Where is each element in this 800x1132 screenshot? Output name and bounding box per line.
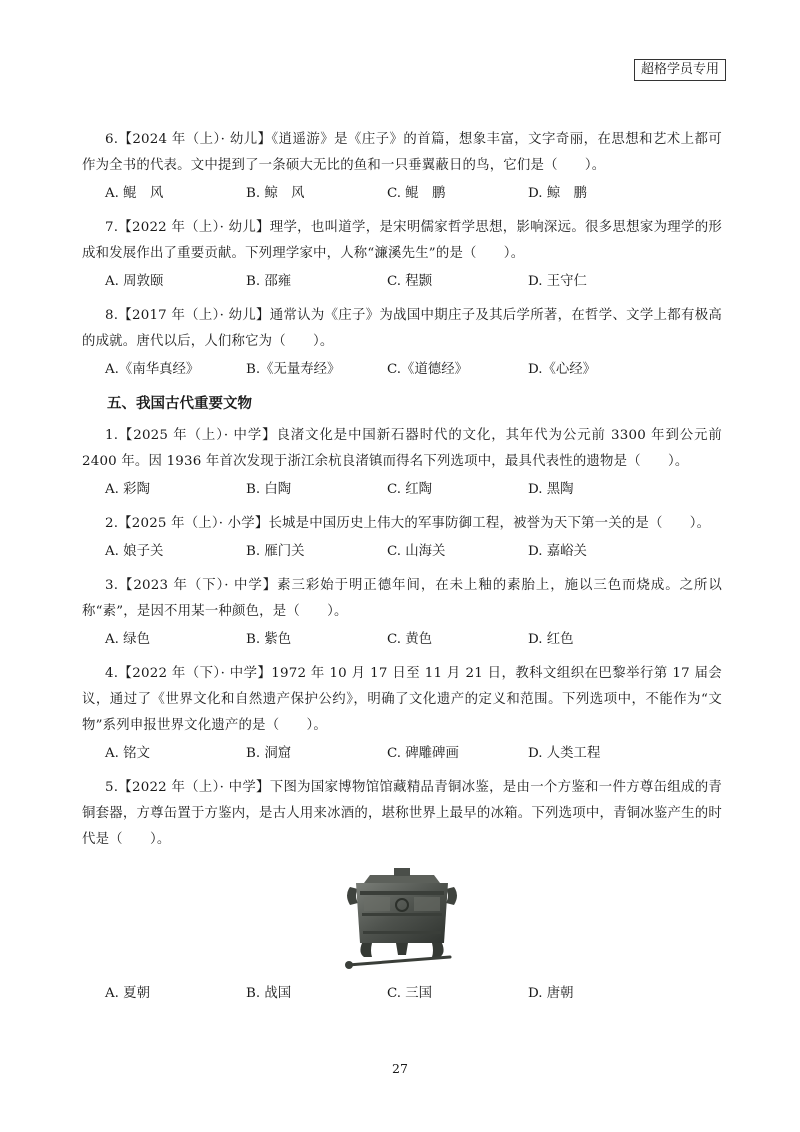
question-5-5: 5.【2022 年（上）· 中学】下图为国家博物馆馆藏精品青铜冰鉴，是由一个方鉴和一件方尊缶组成的青铜套器，方尊缶置于方鉴内，是古人用来冰酒的，堪称世界上最早的冰箱。下列选项中，青铜冰鉴产生的时代是（ ）。	[82, 780, 722, 847]
question-5-3: 3.【2023 年（下）· 中学】素三彩始于明正德年间，在未上釉的素胎上，施以三色而烧成。之所以称“素”，是因不用某一种颜色，是（ ）。	[82, 578, 722, 619]
page-number: 27	[392, 1061, 408, 1076]
options-q8	[105, 357, 722, 383]
option-a: A. 娘子关	[105, 544, 164, 559]
options-q6	[105, 181, 722, 207]
question-5-2: 2.【2025 年（上）· 小学】长城是中国历史上伟大的军事防御工程，被誉为天下第一关的是（ ）。	[105, 516, 711, 531]
question-6: 6.【2024 年（上）· 幼儿】《逍遥游》是《庄子》的首篇，想象丰富，文字奇丽，在思想和艺术上都可作为全书的代表。文中提到了一条硕大无比的鱼和一只垂翼蔽日的鸟，它们是（ ）。	[82, 132, 722, 173]
options-5-2	[105, 539, 722, 565]
option-c: C. 程颢	[387, 274, 433, 289]
section-title: 五、我国古代重要文物	[107, 395, 252, 412]
option-b: B. 洞窟	[246, 746, 292, 761]
option-c: C. 三国	[387, 986, 433, 1001]
option-d: D. 红色	[528, 632, 574, 647]
option-d: D. 王守仁	[528, 274, 587, 289]
option-d: D.《心经》	[528, 362, 597, 377]
bronze-ice-box-image	[340, 865, 464, 973]
option-c: C.《道德经》	[387, 362, 468, 377]
bronze-ice-box-figure	[82, 865, 722, 973]
header-badge: 超格学员专用	[634, 59, 726, 81]
page-content	[82, 127, 722, 1015]
option-b: B. 白陶	[246, 482, 292, 497]
option-a: A. 鲲 风	[105, 186, 164, 201]
option-a: A.《南华真经》	[105, 362, 200, 377]
options-5-5	[105, 981, 722, 1007]
options-5-3	[105, 627, 722, 653]
option-b: B. 鲸 风	[246, 186, 305, 201]
option-d: D. 人类工程	[528, 746, 601, 761]
option-a: A. 周敦颐	[105, 274, 164, 289]
options-q7	[105, 269, 722, 295]
option-b: B. 雁门关	[246, 544, 305, 559]
option-d: D. 唐朝	[528, 986, 574, 1001]
option-d: D. 黑陶	[528, 482, 574, 497]
option-b: B. 紫色	[246, 632, 292, 647]
option-c: C. 红陶	[387, 482, 433, 497]
option-a: A. 彩陶	[105, 482, 150, 497]
options-5-1	[105, 477, 722, 503]
option-c: C. 碑雕碑画	[387, 746, 459, 761]
option-b: B.《无量寿经》	[246, 362, 341, 377]
options-5-4	[105, 741, 722, 767]
option-c: C. 黄色	[387, 632, 433, 647]
option-a: A. 铭文	[105, 746, 150, 761]
question-5-4: 4.【2022 年（下）· 中学】1972 年 10 月 17 日至 11 月 21 日，教科文组织在巴黎举行第 17 届会议，通过了《世界文化和自然遗产保护公约》，明确了文化遗产的定义和范围。下列选项中，不能作为“文物”系列申报世界文化遗产的是（ ）。	[82, 666, 722, 733]
option-b: B. 邵雍	[246, 274, 292, 289]
option-c: C. 鲲 鹏	[387, 186, 446, 201]
question-8: 8.【2017 年（上）· 幼儿】通常认为《庄子》为战国中期庄子及其后学所著，在哲学、文学上都有极高的成就。唐代以后，人们称它为（ ）。	[82, 308, 722, 349]
question-7: 7.【2022 年（上）· 幼儿】理学，也叫道学，是宋明儒家哲学思想，影响深远。很多思想家为理学的形成和发展作出了重要贡献。下列理学家中，人称“濂溪先生”的是（ ）。	[82, 220, 722, 261]
option-a: A. 夏朝	[105, 986, 150, 1001]
question-5-1: 1.【2025 年（上）· 中学】良渚文化是中国新石器时代的文化，其年代为公元前 3300 年到公元前 2400 年。因 1936 年首次发现于浙江余杭良渚镇而得名下列选项中，最具代表性的遗物是（ ）。	[82, 428, 722, 469]
option-c: C. 山海关	[387, 544, 446, 559]
option-a: A. 绿色	[105, 632, 150, 647]
option-d: D. 鲸 鹏	[528, 186, 587, 201]
option-d: D. 嘉峪关	[528, 544, 587, 559]
option-b: B. 战国	[246, 986, 292, 1001]
